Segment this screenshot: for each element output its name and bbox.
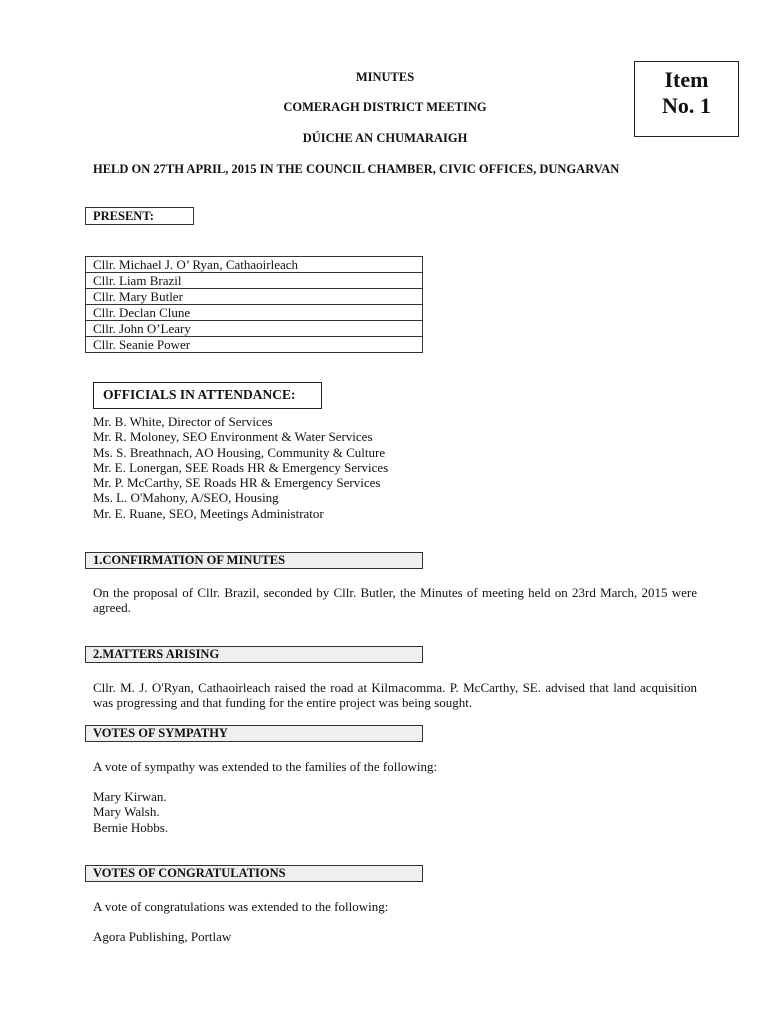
congratulations-intro: A vote of congratulations was extended to the following:: [93, 899, 389, 914]
confirmation-heading: 1.CONFIRMATION OF MINUTES: [85, 552, 423, 569]
sympathy-intro: A vote of sympathy was extended to the families of the following:: [93, 759, 438, 774]
members-table: [85, 256, 423, 353]
list-item: Mr. P. McCarthy, SE Roads HR & Emergency Services: [93, 475, 381, 491]
table-row: [86, 273, 423, 289]
table-row: [86, 289, 423, 305]
member-name: Cllr. John O’Leary: [86, 321, 423, 337]
matters-heading: 2.MATTERS ARISING: [85, 646, 423, 663]
congratulations-list: [93, 929, 231, 944]
officials-heading: OFFICIALS IN ATTENDANCE:: [93, 382, 322, 409]
member-name: Cllr. Declan Clune: [86, 305, 423, 321]
matters-text: Cllr. M. J. O'Ryan, Cathaoirleach raised the road at Kilmacomma. P. McCarthy, SE. advised that land acquisition was progressing and that funding for the entire project was being sought.: [93, 680, 697, 711]
list-item: Ms. S. Breathnach, AO Housing, Community & Culture: [93, 444, 386, 460]
minutes-title: MINUTES: [355, 70, 415, 84]
list-item: Mr. E. Lonergan, SEE Roads HR & Emergency Services: [93, 459, 389, 475]
meeting-name: COMERAGH DISTRICT MEETING: [283, 100, 487, 114]
item-number-box: [634, 61, 739, 137]
table-row: [86, 337, 423, 353]
sympathy-heading: VOTES OF SYMPATHY: [85, 725, 423, 742]
meeting-name-irish: DÚICHE AN CHUMARAIGH: [302, 131, 468, 145]
item-number: No. 1: [662, 93, 711, 118]
list-item: Mary Kirwan.: [93, 789, 167, 804]
list-item: Agora Publishing, Portlaw: [93, 929, 232, 944]
list-item: Mr. B. White, Director of Services: [93, 414, 273, 429]
table-row: [86, 257, 423, 273]
sympathy-list: [93, 789, 168, 835]
table-row: [86, 321, 423, 337]
member-name: Cllr. Mary Butler: [86, 289, 423, 305]
member-name: Cllr. Michael J. O’ Ryan, Cathaoirleach: [86, 257, 423, 273]
confirmation-text: On the proposal of Cllr. Brazil, seconded by Cllr. Butler, the Minutes of meeting held on 23rd March, 2015 were agreed.: [93, 585, 697, 616]
member-name: Cllr. Seanie Power: [86, 337, 423, 353]
list-item: Bernie Hobbs.: [93, 819, 169, 835]
held-statement: HELD ON 27TH APRIL, 2015 IN THE COUNCIL CHAMBER, CIVIC OFFICES, DUNGARVAN: [93, 162, 620, 176]
table-row: [86, 305, 423, 321]
congratulations-heading: VOTES OF CONGRATULATIONS: [85, 865, 423, 882]
list-item: Ms. L. O'Mahony, A/SEO, Housing: [93, 490, 279, 506]
member-name: Cllr. Liam Brazil: [86, 273, 423, 289]
officials-list: [93, 414, 388, 521]
list-item: Mr. E. Ruane, SEO, Meetings Administrator: [93, 505, 324, 521]
present-heading: PRESENT:: [85, 207, 194, 225]
list-item: Mr. R. Moloney, SEO Environment & Water Services: [93, 429, 373, 445]
item-label: Item: [664, 67, 709, 92]
list-item: Mary Walsh.: [93, 804, 160, 820]
